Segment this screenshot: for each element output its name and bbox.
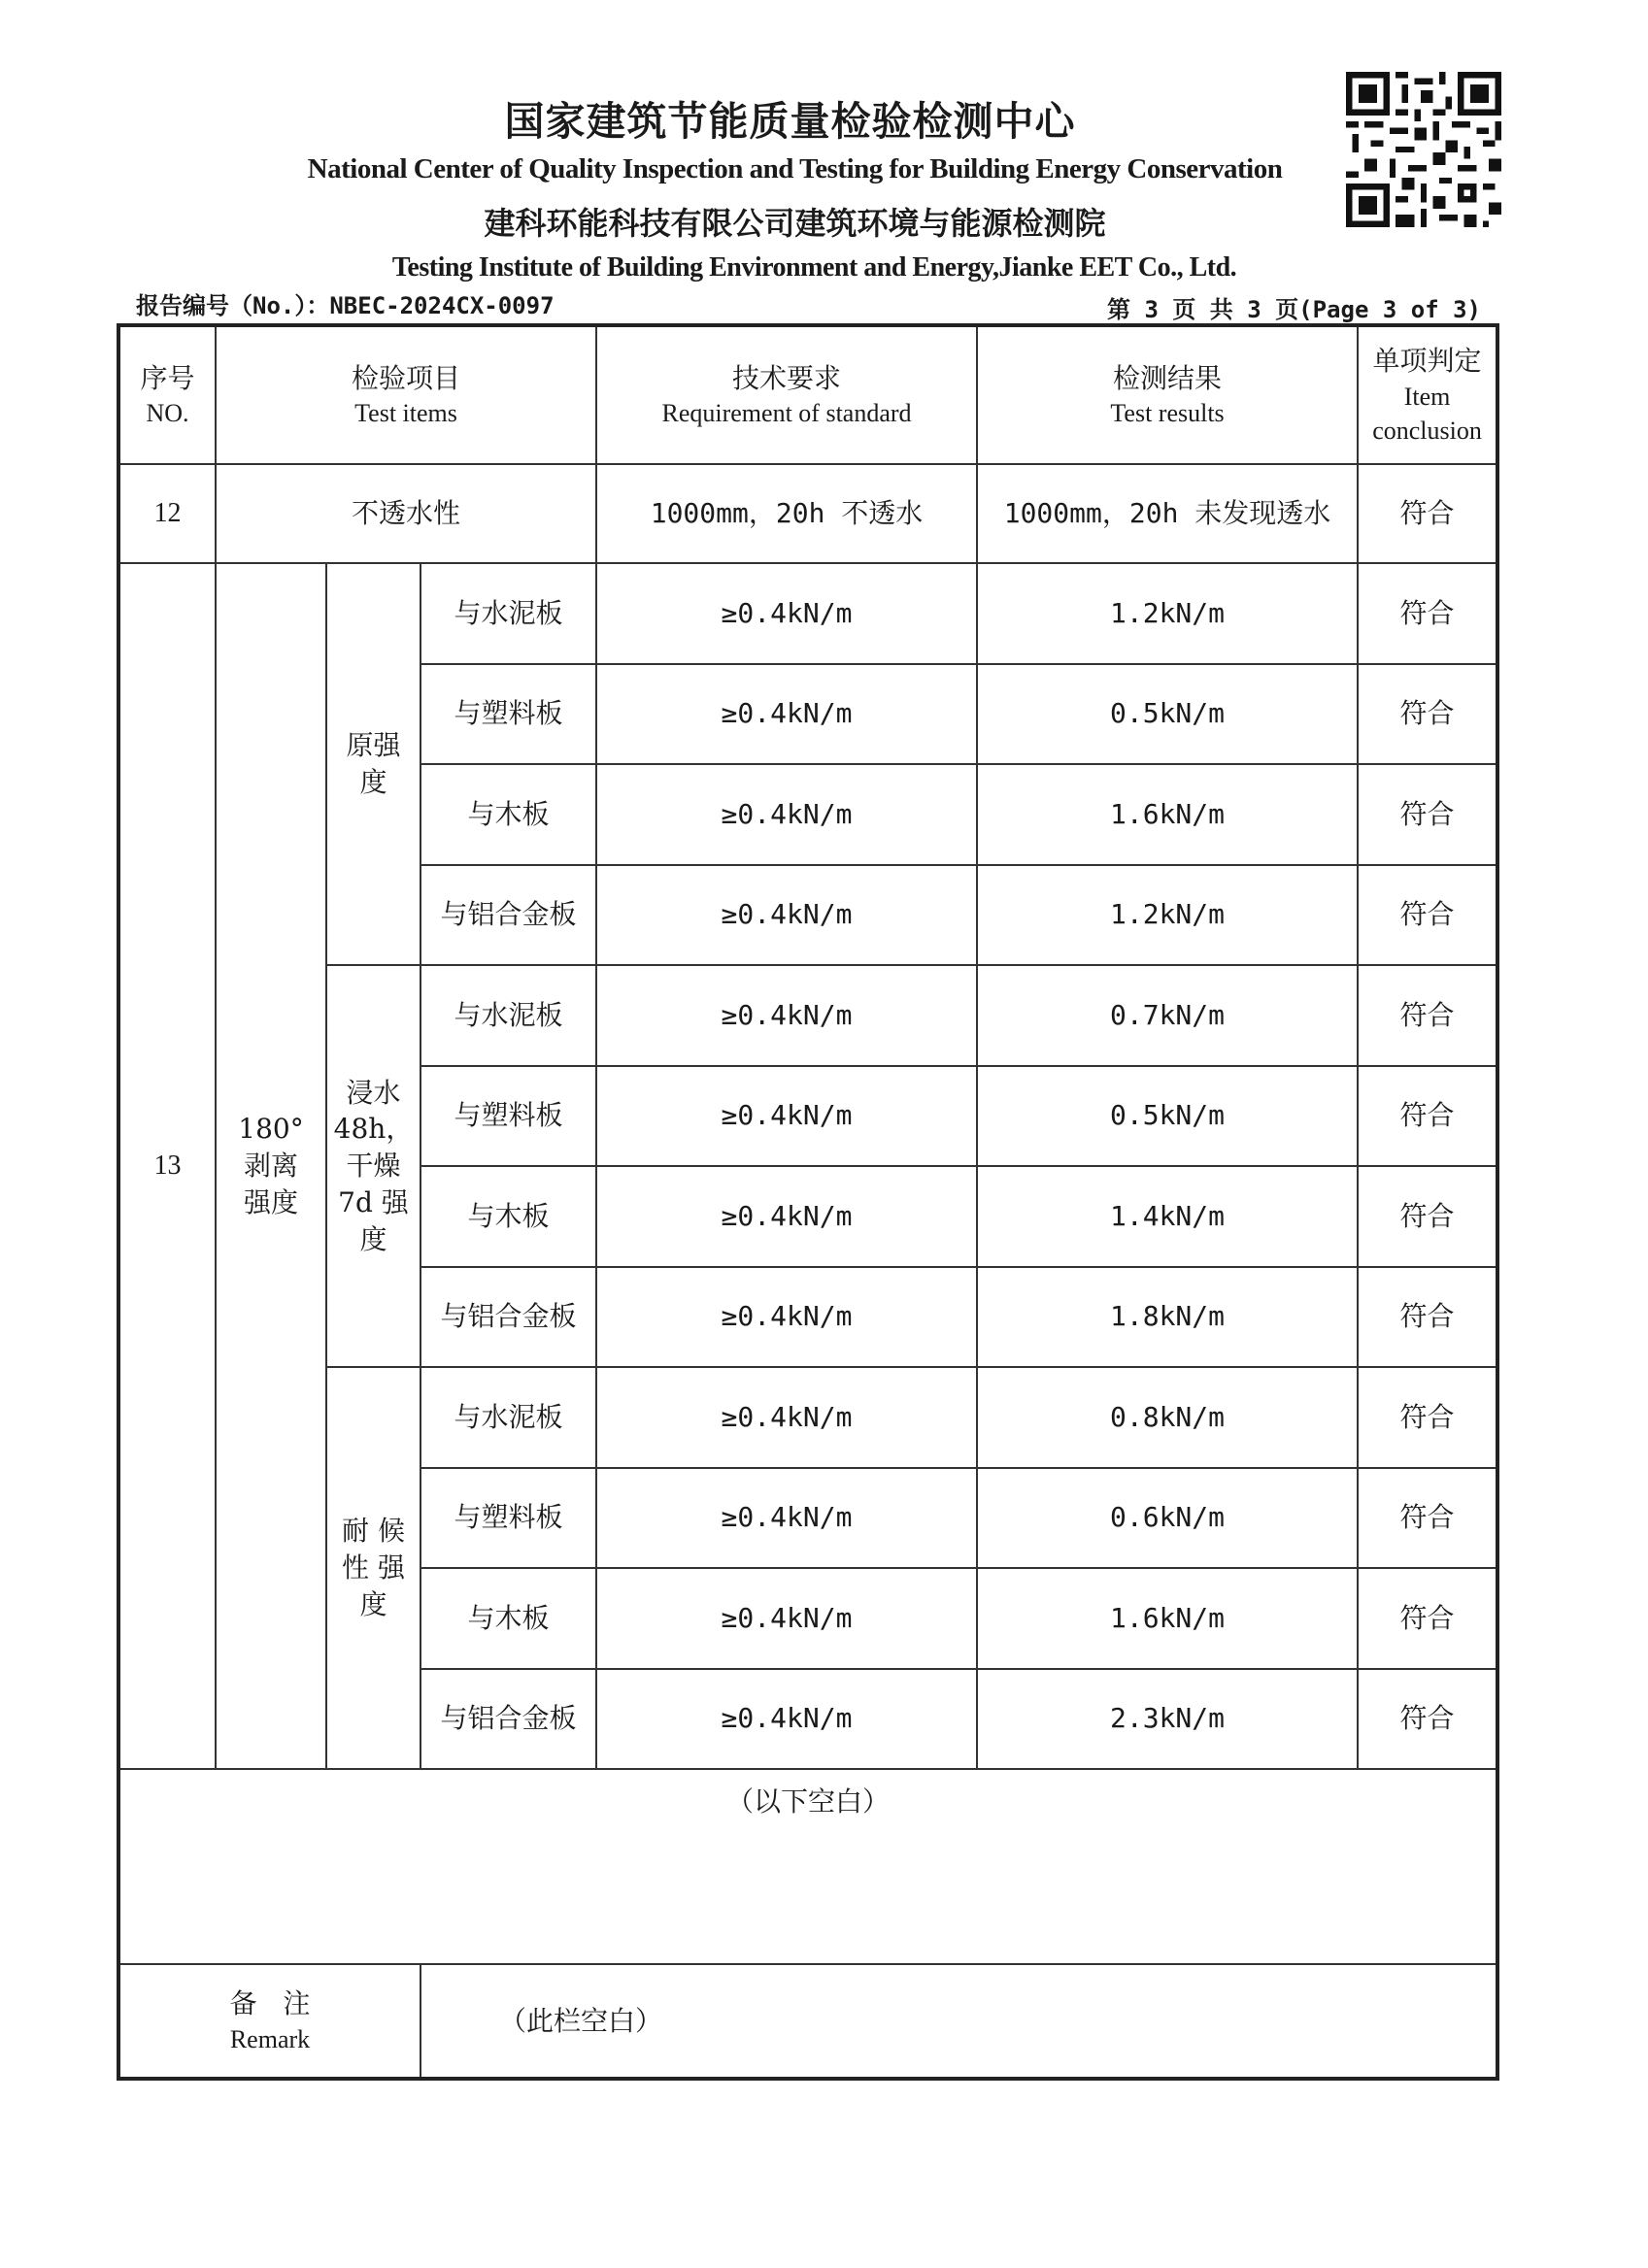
institute-title-en: Testing Institute of Building Environment and Energy,Jianke EET Co., Ltd. bbox=[391, 252, 1237, 283]
blank-note: （以下空白） bbox=[118, 1769, 1497, 1964]
result: 1.6kN/m bbox=[977, 1568, 1358, 1669]
header-con-en2: conclusion bbox=[1372, 416, 1482, 445]
row12-conclusion: 符合 bbox=[1358, 464, 1497, 563]
conclusion: 符合 bbox=[1358, 664, 1497, 765]
requirement: ≥0.4kN/m bbox=[596, 1568, 977, 1669]
header-con-en1: Item bbox=[1403, 382, 1451, 411]
header-item-en: Test items bbox=[354, 399, 457, 428]
institute-title-cn: 建科环能科技有限公司建筑环境与能源检测院 bbox=[484, 205, 1106, 242]
row12-requirement: 1000mm，20h 不透水 bbox=[596, 464, 977, 563]
row12-result: 1000mm，20h 未发现透水 bbox=[977, 464, 1358, 563]
table-row bbox=[118, 464, 1497, 563]
remark-value: （此栏空白） bbox=[420, 1964, 1497, 2079]
group-label-line: 浸水 bbox=[346, 1076, 401, 1109]
substrate: 与木板 bbox=[420, 1568, 596, 1669]
header-no bbox=[118, 325, 216, 464]
group-label-line: 度 bbox=[359, 1222, 387, 1255]
requirement: ≥0.4kN/m bbox=[596, 664, 977, 765]
substrate: 与铝合金板 bbox=[420, 865, 596, 966]
substrate: 与塑料板 bbox=[420, 1468, 596, 1569]
requirement: ≥0.4kN/m bbox=[596, 563, 977, 664]
requirement: ≥0.4kN/m bbox=[596, 1066, 977, 1167]
requirement: ≥0.4kN/m bbox=[596, 1166, 977, 1267]
test-results-table bbox=[117, 323, 1499, 2081]
result: 1.4kN/m bbox=[977, 1166, 1358, 1267]
conclusion: 符合 bbox=[1358, 1568, 1497, 1669]
result: 2.3kN/m bbox=[977, 1669, 1358, 1770]
requirement: ≥0.4kN/m bbox=[596, 1669, 977, 1770]
conclusion: 符合 bbox=[1358, 1367, 1497, 1468]
group-label-line: 度 bbox=[359, 1587, 387, 1620]
substrate: 与水泥板 bbox=[420, 965, 596, 1066]
conclusion: 符合 bbox=[1358, 1166, 1497, 1267]
row13-item-line: 180° bbox=[238, 1113, 304, 1146]
substrate: 与塑料板 bbox=[420, 1066, 596, 1167]
table-header-row bbox=[118, 325, 1497, 464]
result: 0.5kN/m bbox=[977, 1066, 1358, 1167]
substrate: 与木板 bbox=[420, 764, 596, 865]
requirement: ≥0.4kN/m bbox=[596, 1367, 977, 1468]
group-label-line: 7d 强 bbox=[338, 1185, 409, 1218]
requirement: ≥0.4kN/m bbox=[596, 1468, 977, 1569]
group-label-water-immersion bbox=[326, 965, 420, 1367]
substrate: 与铝合金板 bbox=[420, 1669, 596, 1770]
blank-row bbox=[118, 1769, 1497, 1964]
result: 1.2kN/m bbox=[977, 865, 1358, 966]
requirement: ≥0.4kN/m bbox=[596, 1267, 977, 1368]
conclusion: 符合 bbox=[1358, 1267, 1497, 1368]
substrate: 与铝合金板 bbox=[420, 1267, 596, 1368]
header-no-cn: 序号 bbox=[140, 361, 195, 394]
conclusion: 符合 bbox=[1358, 1066, 1497, 1167]
header-con-cn: 单项判定 bbox=[1372, 345, 1482, 377]
conclusion: 符合 bbox=[1358, 563, 1497, 664]
org-title-cn: 国家建筑节能质量检验检测中心 bbox=[504, 98, 1076, 145]
row12-no: 12 bbox=[118, 464, 216, 563]
conclusion: 符合 bbox=[1358, 865, 1497, 966]
conclusion: 符合 bbox=[1358, 965, 1497, 1066]
remark-label-en: Remark bbox=[229, 2024, 311, 2053]
header-test-items bbox=[216, 325, 596, 464]
group-label-line: 干燥 bbox=[346, 1150, 401, 1183]
header-requirement bbox=[596, 325, 977, 464]
row13-item bbox=[216, 563, 326, 1769]
header-res-cn: 检测结果 bbox=[1113, 361, 1223, 394]
conclusion: 符合 bbox=[1358, 1669, 1497, 1770]
result: 0.8kN/m bbox=[977, 1367, 1358, 1468]
header-results bbox=[977, 325, 1358, 464]
row12-item: 不透水性 bbox=[216, 464, 596, 563]
group-label-line: 度 bbox=[359, 766, 387, 798]
row13-no: 13 bbox=[118, 563, 216, 1769]
header-item-cn: 检验项目 bbox=[352, 361, 461, 394]
conclusion: 符合 bbox=[1358, 764, 1497, 865]
result: 1.8kN/m bbox=[977, 1267, 1358, 1368]
page-indicator: 第 3 页 共 3 页(Page 3 of 3) bbox=[1107, 296, 1481, 323]
header-req-en: Requirement of standard bbox=[661, 399, 912, 428]
group-label-line: 原强 bbox=[346, 729, 401, 762]
header-no-en: NO. bbox=[146, 399, 189, 428]
org-title-en: National Center of Quality Inspection and Testing for Building Energy Conservation bbox=[307, 153, 1283, 184]
report-number: 报告编号（No.）：NBEC-2024CX-0097 bbox=[136, 292, 555, 319]
substrate: 与水泥板 bbox=[420, 563, 596, 664]
result: 1.2kN/m bbox=[977, 563, 1358, 664]
result: 0.7kN/m bbox=[977, 965, 1358, 1066]
substrate: 与木板 bbox=[420, 1166, 596, 1267]
group-label-weathering bbox=[326, 1367, 420, 1769]
requirement: ≥0.4kN/m bbox=[596, 965, 977, 1066]
result: 0.6kN/m bbox=[977, 1468, 1358, 1569]
requirement: ≥0.4kN/m bbox=[596, 865, 977, 966]
group-label-line: 48h， bbox=[333, 1113, 414, 1146]
result: 1.6kN/m bbox=[977, 764, 1358, 865]
group-label-line: 耐 候 bbox=[342, 1515, 405, 1548]
remark-row bbox=[118, 1964, 1497, 2079]
remark-label bbox=[118, 1964, 420, 2079]
group-label-line: 性 强 bbox=[342, 1551, 405, 1584]
row13-item-line: 强度 bbox=[243, 1185, 298, 1218]
conclusion: 符合 bbox=[1358, 1468, 1497, 1569]
substrate: 与水泥板 bbox=[420, 1367, 596, 1468]
group-label-original bbox=[326, 563, 420, 965]
result: 0.5kN/m bbox=[977, 664, 1358, 765]
remark-label-cn: 备 注 bbox=[229, 1987, 311, 2020]
header-conclusion bbox=[1358, 325, 1497, 464]
substrate: 与塑料板 bbox=[420, 664, 596, 765]
header-req-cn: 技术要求 bbox=[732, 361, 842, 394]
table-row bbox=[118, 563, 1497, 664]
row13-item-line: 剥离 bbox=[243, 1150, 298, 1183]
requirement: ≥0.4kN/m bbox=[596, 764, 977, 865]
qr-code-icon bbox=[1346, 72, 1501, 227]
header-res-en: Test results bbox=[1110, 399, 1225, 428]
